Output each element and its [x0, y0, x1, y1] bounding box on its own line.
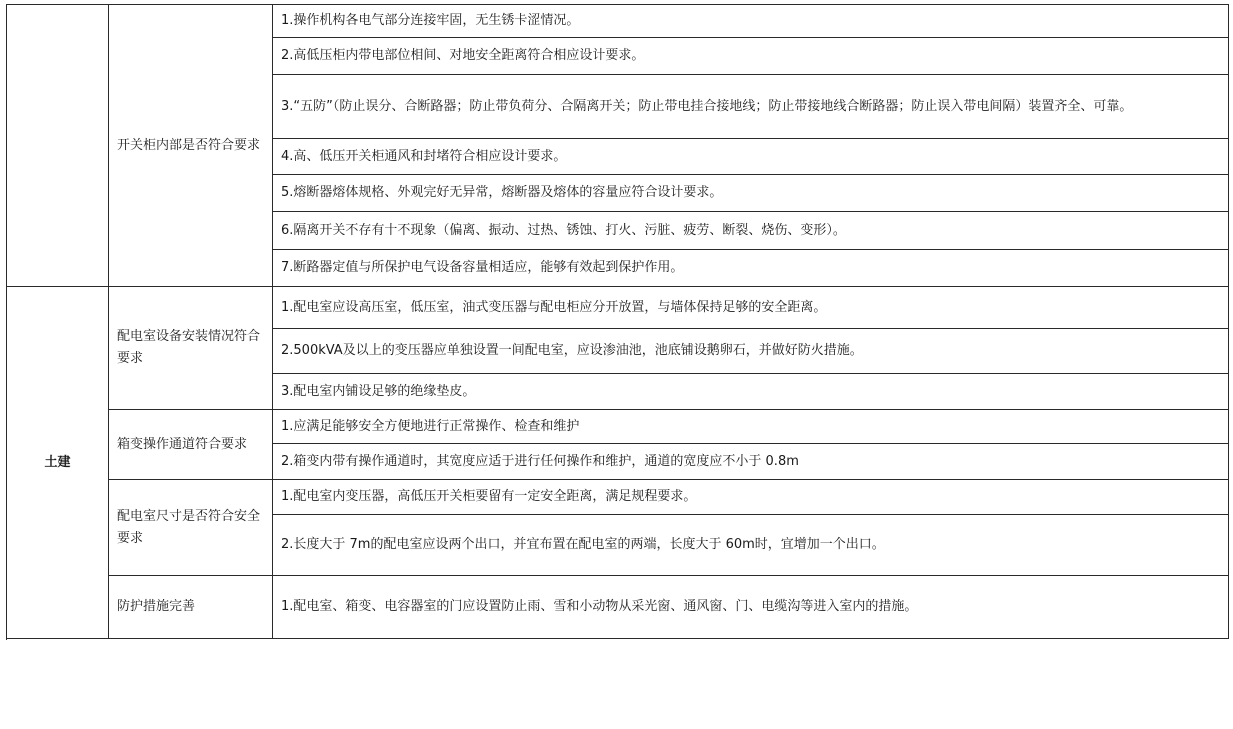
- inspection-table: [6, 4, 1229, 639]
- requirement-cell: 7.断路器定值与所保护电气设备容量相适应，能够有效起到保护作用。: [273, 250, 1229, 287]
- table-row: [7, 576, 1229, 639]
- table-row: [7, 410, 1229, 444]
- subcategory-cell: 箱变操作通道符合要求: [109, 410, 273, 480]
- requirement-cell: 2.高低压柜内带电部位相间、对地安全距离符合相应设计要求。: [273, 38, 1229, 75]
- requirement-cell: 6.隔离开关不存有十不现象（偏离、振动、过热、锈蚀、打火、污脏、疲劳、断裂、烧伤、变形）。: [273, 212, 1229, 250]
- category-cell: 土建: [7, 287, 109, 639]
- subcategory-cell: 配电室尺寸是否符合安全要求: [109, 480, 273, 576]
- requirement-cell: 1.应满足能够安全方便地进行正常操作、检查和维护: [273, 410, 1229, 444]
- requirement-cell: 1.配电室应设高压室，低压室，油式变压器与配电柜应分开放置，与墙体保持足够的安全距离。: [273, 287, 1229, 329]
- requirement-cell: 5.熔断器熔体规格、外观完好无异常，熔断器及熔体的容量应符合设计要求。: [273, 175, 1229, 212]
- category-cell: [7, 5, 109, 287]
- table-row: [7, 480, 1229, 515]
- requirement-cell: 2.箱变内带有操作通道时，其宽度应适于进行任何操作和维护，通道的宽度应不小于 0.8m: [273, 444, 1229, 480]
- table-row: [7, 5, 1229, 38]
- requirement-cell: 4.高、低压开关柜通风和封堵符合相应设计要求。: [273, 139, 1229, 175]
- requirement-cell: 3.“五防”（防止误分、合断路器；防止带负荷分、合隔离开关；防止带电挂合接地线；防止带接地线合断路器；防止误入带电间隔）装置齐全、可靠。: [273, 75, 1229, 139]
- requirement-cell: 1.配电室、箱变、电容器室的门应设置防止雨、雪和小动物从采光窗、通风窗、门、电缆沟等进入室内的措施。: [273, 576, 1229, 639]
- subcategory-cell: 防护措施完善: [109, 576, 273, 639]
- requirement-cell: 2.500kVA及以上的变压器应单独设置一间配电室，应设渗油池，池底铺设鹅卵石，并做好防火措施。: [273, 329, 1229, 374]
- subcategory-cell: 配电室设备安装情况符合要求: [109, 287, 273, 410]
- subcategory-cell: 开关柜内部是否符合要求: [109, 5, 273, 287]
- requirement-cell: 3.配电室内铺设足够的绝缘垫皮。: [273, 374, 1229, 410]
- table-row: [7, 287, 1229, 329]
- requirement-cell: 1.操作机构各电气部分连接牢固，无生锈卡涩情况。: [273, 5, 1229, 38]
- requirement-cell: 1.配电室内变压器，高低压开关柜要留有一定安全距离，满足规程要求。: [273, 480, 1229, 515]
- requirement-cell: 2.长度大于 7m的配电室应设两个出口，并宜布置在配电室的两端，长度大于 60m时，宜增加一个出口。: [273, 515, 1229, 576]
